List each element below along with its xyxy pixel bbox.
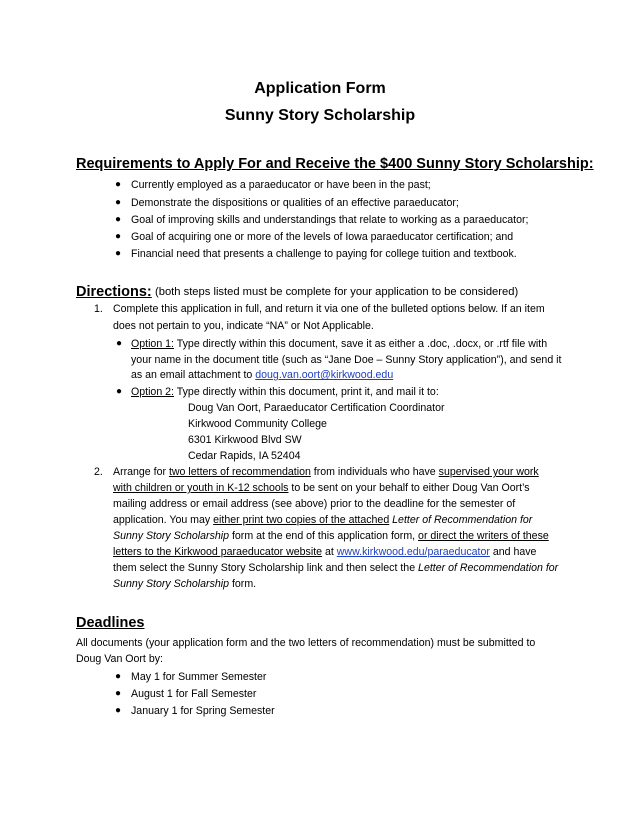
bullet-icon: ● <box>115 671 122 682</box>
step2-text: application. You may <box>113 514 214 526</box>
option1-text: as an email attachment to <box>131 369 256 381</box>
step2-underlined: letters to the Kirkwood paraeducator website <box>113 546 323 558</box>
option1-text: Type directly within this document, save it as either a .doc, .docx, or .rtf file with <box>174 338 548 350</box>
requirement-item: Financial need that presents a challenge to paying for college tuition and textbook. <box>131 248 517 260</box>
option2-label: Option 2: <box>131 386 174 398</box>
step2-text: at <box>322 546 337 558</box>
address-line: Cedar Rapids, IA 52404 <box>188 450 301 462</box>
deadlines-heading: Deadlines <box>76 615 145 631</box>
step2-italic: Sunny Story Scholarship <box>113 530 230 542</box>
bullet-icon: ● <box>115 197 122 208</box>
step2-line <box>113 481 530 495</box>
step2-line: mailing address or email address (see above) prior to the deadline for the semester of <box>113 498 516 510</box>
deadline-item: May 1 for Summer Semester <box>131 671 267 683</box>
email-link[interactable]: doug.van.oort@kirkwood.edu <box>255 369 394 381</box>
bullet-icon: ● <box>116 386 123 397</box>
step1-line: does not pertain to you, indicate “NA” or Not Applicable. <box>113 320 374 332</box>
bullet-icon: ● <box>115 248 122 259</box>
step2-text: form at the end of this application form, <box>229 530 419 542</box>
step-number: 2. <box>94 466 103 478</box>
step2-text: and have <box>489 546 537 558</box>
step2-underlined: or direct the writers of these <box>418 530 549 542</box>
bullet-icon: ● <box>115 688 122 699</box>
step2-underlined: with children or youth in K-12 schools <box>113 482 289 494</box>
step2-italic: Letter of Recommendation for <box>389 514 533 526</box>
address-line: Doug Van Oort, Paraeducator Certification Coordinator <box>188 402 445 414</box>
step2-italic: Letter of Recommendation for <box>418 562 559 574</box>
step2-italic: Sunny Story Scholarship <box>113 578 230 590</box>
deadline-item: August 1 for Fall Semester <box>131 688 257 700</box>
option1-label: Option 1: <box>131 338 174 350</box>
option2-line <box>131 385 439 399</box>
step-number: 1. <box>94 303 103 315</box>
step2-text: to be sent on your behalf to either Doug Van Oort’s <box>288 482 530 494</box>
bullet-icon: ● <box>115 214 122 225</box>
requirement-item: Goal of acquiring one or more of the levels of Iowa paraeducator certification; and <box>131 231 514 243</box>
requirement-item: Demonstrate the dispositions or qualities of an effective paraeducator; <box>131 197 459 209</box>
bullet-icon: ● <box>115 179 122 190</box>
website-link[interactable]: www.kirkwood.edu/paraeducator <box>336 546 490 558</box>
step2-text: form. <box>229 578 257 590</box>
requirement-item: Currently employed as a paraeducator or have been in the past; <box>131 179 431 191</box>
directions-heading: Directions: <box>76 284 152 300</box>
step2-line <box>113 529 549 543</box>
step2-underlined: either print two copies of the attached <box>213 514 390 526</box>
step2-line <box>113 545 536 559</box>
step1-line: Complete this application in full, and return it via one of the bulleted options below. If an item <box>113 303 545 315</box>
step2-line <box>113 561 558 575</box>
step2-underlined: two letters of recommendation <box>168 466 311 478</box>
bullet-icon: ● <box>115 231 122 242</box>
option1-line <box>131 368 393 382</box>
requirement-item: Goal of improving skills and understandings that relate to working as a paraeducator; <box>131 214 529 226</box>
requirements-heading: Requirements to Apply For and Receive the $400 Sunny Story Scholarship: <box>76 156 594 172</box>
page-title: Application Form <box>254 80 386 97</box>
step2-line <box>113 465 539 479</box>
option2-text: Type directly within this document, print it, and mail it to: <box>174 386 439 398</box>
directions-note: (both steps listed must be complete for your application to be considered) <box>155 286 519 298</box>
option1-line <box>131 337 547 351</box>
address-line: 6301 Kirkwood Blvd SW <box>188 434 302 446</box>
step2-text: them select the Sunny Story Scholarship link and then select the <box>113 562 419 574</box>
step2-line <box>113 577 256 591</box>
step2-text: Arrange for <box>113 466 169 478</box>
deadlines-line: All documents (your application form and the two letters of recommendation) must be submitted to <box>76 637 536 649</box>
step2-underlined: supervised your work <box>438 466 539 478</box>
bullet-icon: ● <box>116 338 123 349</box>
step2-line <box>113 513 532 527</box>
deadline-item: January 1 for Spring Semester <box>131 705 275 717</box>
option1-line: your name in the document title (such as “Jane Doe – Sunny Story application”), and send it <box>131 354 562 366</box>
bullet-icon: ● <box>115 705 122 716</box>
address-line: Kirkwood Community College <box>188 418 327 430</box>
step2-text: from individuals who have <box>310 466 439 478</box>
page-subtitle: Sunny Story Scholarship <box>224 107 416 124</box>
deadlines-line: Doug Van Oort by: <box>76 653 163 665</box>
